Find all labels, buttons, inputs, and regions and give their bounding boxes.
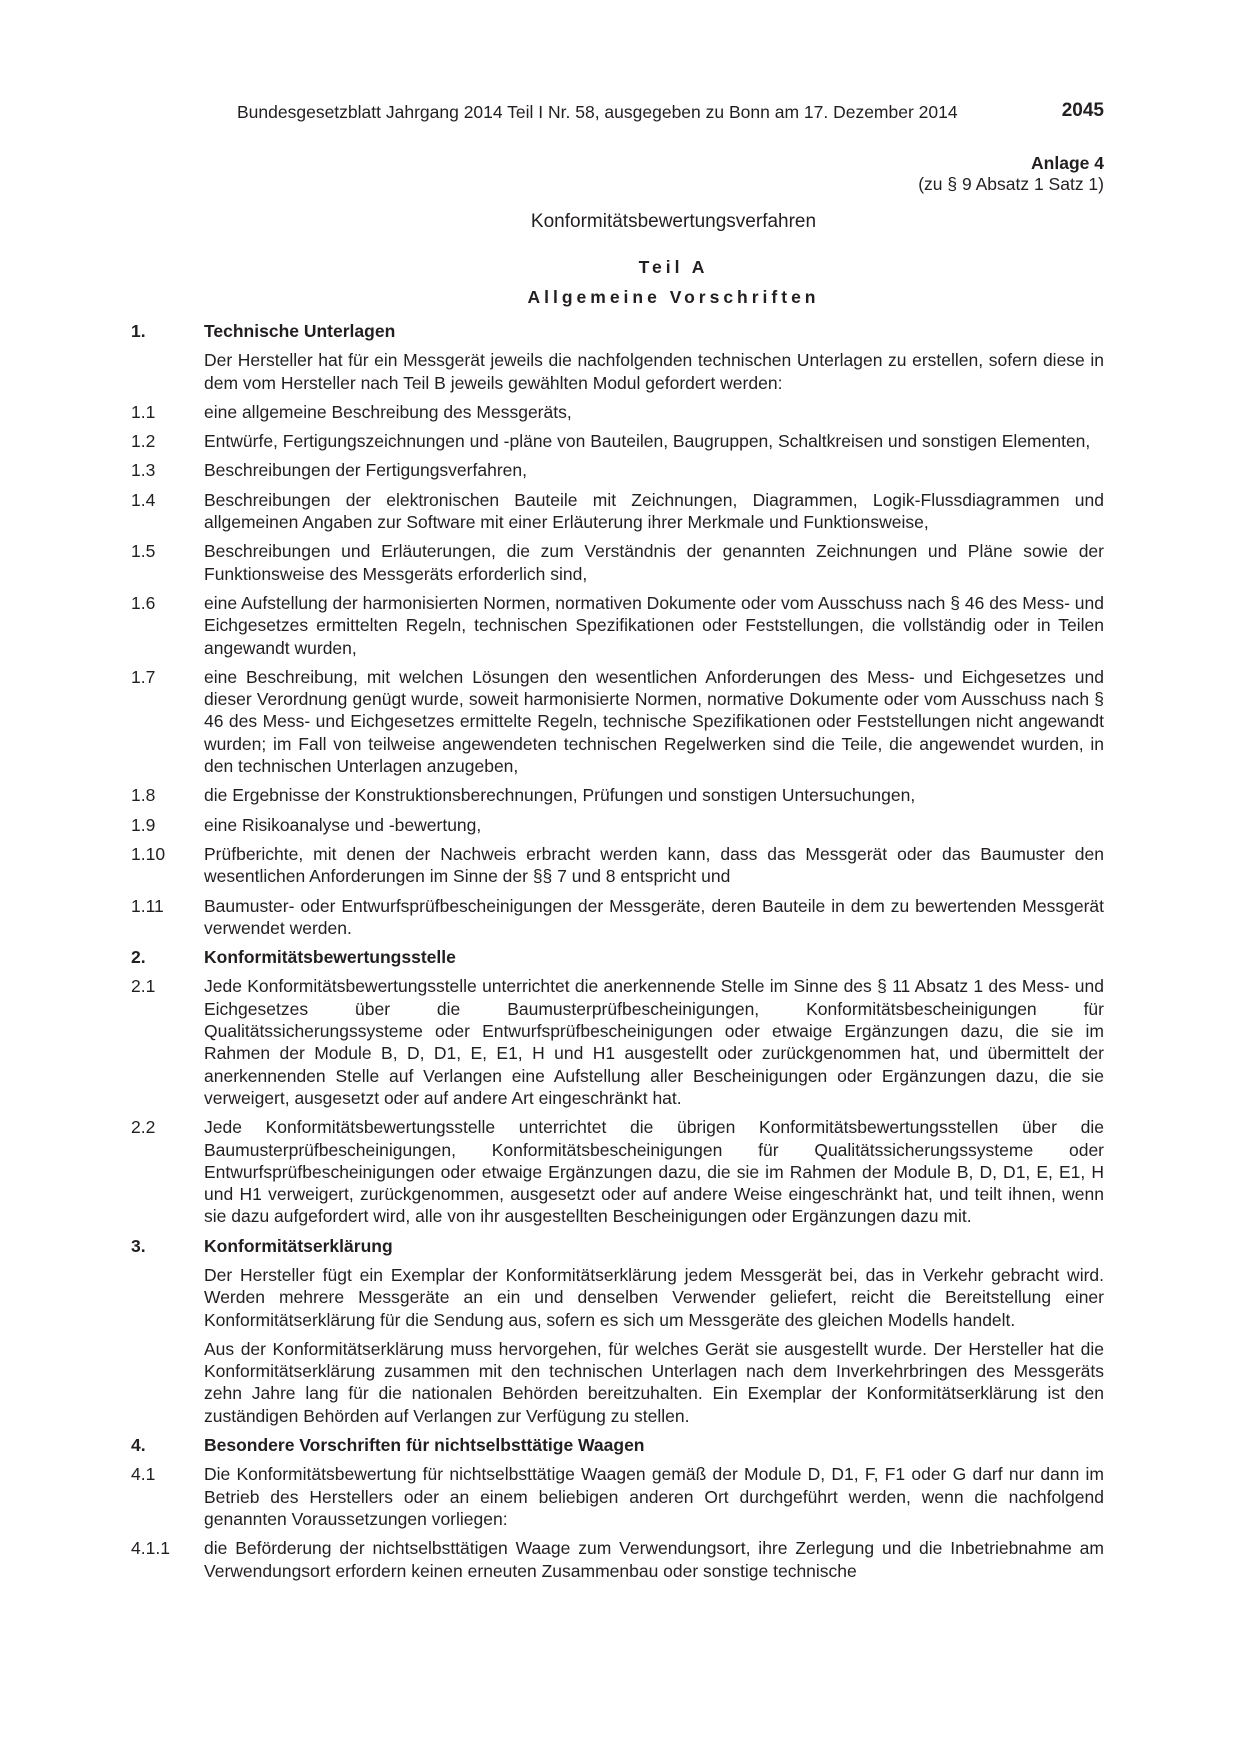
item-text: eine Aufstellung der harmonisierten Normen, normativen Dokumente oder vom Ausschuss nach § 46 des Mess- und Eichgesetzes ermittelten Regeln, technischen Spezifikationen oder Feststellungen, die vollständig oder in Teilen angewandt wurden, — [204, 592, 1104, 658]
item-number: 4.1.1 — [131, 1538, 170, 1559]
item-number: 4.1 — [131, 1464, 156, 1485]
list-item — [131, 784, 1104, 806]
section-4 — [131, 1434, 1104, 1582]
list-item — [131, 430, 1104, 452]
item-text: Beschreibungen und Erläuterungen, die zum Verständnis der genannten Zeichnungen und Pläne sowie der Funktionsweise des Messgeräts erforderlich sind, — [204, 541, 1104, 584]
section-paragraph: Aus der Konformitätserklärung muss hervorgehen, für welches Gerät sie ausgestellt wurde. Der Hersteller hat die Konformitätserklärung zusammen mit den technischen Unterlagen nach dem Inverkehrbringen des Messgeräts zehn Jahre lang für die nationalen Behörden bereitzuhalten. Ein Exemplar der Konformitätserklärung ist den zuständigen Behörden auf Verlangen zur Verfügung zu stellen. — [204, 1338, 1104, 1426]
list-item — [131, 592, 1104, 659]
list-item — [131, 1537, 1104, 1582]
item-number: 1.5 — [131, 541, 156, 562]
item-text: Jede Konformitätsbewertungsstelle unterrichtet die übrigen Konformitätsbewertungsstellen über die Baumusterprüfbescheinigungen, Konformitätsbescheinigungen für Qualitätssicherungssysteme oder Entwurfsprüfbescheinigungen oder etwaige Ergänzungen dazu, die sie im Rahmen der Module B, D, D1, E, E1, H und H1 verweigert, zurückgenommen, ausgesetzt oder auf andere Weise eingeschränkt hat, und teilt ihnen, wenn sie dazu aufgefordert wird, alle von ihr ausgestellten Bescheinigungen oder Ergänzungen dazu mit. — [204, 1117, 1104, 1227]
part-label: Teil A — [638, 257, 709, 277]
item-text: Jede Konformitätsbewertungsstelle unterrichtet die anerkennende Stelle im Sinne des § 11 Absatz 1 des Mess- und Eichgesetzes über die Baumusterprüfbescheinigungen, Konformitätsbescheinigungen für Qualitätssicherungssysteme oder Entwurfsprüfbescheinigungen oder etwaige Ergänzungen dazu, die sie im Rahmen der Module B, D, D1, E, E1, H und H1 ausgestellt oder zurückgenommen hat, und übermittelt der anerkennenden Stelle auf Verlangen eine Aufstellung aller Bescheinigungen oder Ergänzungen dazu, die sie verweigert, ausgesetzt oder auf andere Art eingeschränkt hat. — [204, 976, 1104, 1108]
section-1 — [131, 320, 1104, 939]
item-number: 1.7 — [131, 666, 156, 687]
section-paragraph: Der Hersteller fügt ein Exemplar der Konformitätserklärung jedem Messgerät bei, das in Verkehr gebracht wird. Werden mehrere Messgeräte an ein und denselben Verwender geliefert, reicht die Bereitstellung einer Konformitätserklärung für die Sendung aus, sofern es sich um Messgeräte des gleichen Modells handelt. — [204, 1264, 1104, 1330]
annex-reference: (zu § 9 Absatz 1 Satz 1) — [918, 174, 1104, 194]
item-text: Beschreibungen der elektronischen Bauteile mit Zeichnungen, Diagrammen, Logik-Flussdiagrammen und allgemeinen Angaben zur Software mit einer Erläuterung ihrer Merkmale und Funktionsweise, — [204, 489, 1104, 533]
section-3 — [131, 1235, 1104, 1427]
section-number: 4. — [131, 1435, 146, 1456]
list-item — [131, 1116, 1104, 1227]
list-item — [131, 401, 1104, 423]
section-number: 3. — [131, 1235, 146, 1256]
list-item — [131, 975, 1104, 1109]
list-item — [131, 814, 1104, 836]
part-subtitle: Allgemeine Vorschriften — [527, 287, 820, 307]
item-number: 1.4 — [131, 489, 156, 510]
running-title: Bundesgesetzblatt Jahrgang 2014 Teil I Nr. 58, ausgegeben zu Bonn am 17. Dezember 2014 — [237, 102, 958, 122]
item-text: Prüfberichte, mit denen der Nachweis erbracht werden kann, dass das Messgerät oder das Baumuster den wesentlichen Anforderungen im Sinne der §§ 7 und 8 entspricht und — [204, 843, 1104, 887]
item-text: Die Konformitätsbewertung für nichtselbsttätige Waagen gemäß der Module D, D1, F, F1 oder G darf nur dann im Betrieb des Herstellers oder an einem beliebigen anderen Ort durchgeführt werden, wenn die nachfolgend genannten Voraussetzungen vorliegen: — [204, 1464, 1104, 1529]
item-number: 1.3 — [131, 460, 156, 481]
list-item — [131, 459, 1104, 481]
item-number: 1.10 — [131, 843, 166, 864]
document-body — [131, 320, 1104, 1589]
item-text: Beschreibungen der Fertigungsverfahren, — [204, 460, 527, 481]
section-title: Technische Unterlagen — [204, 321, 396, 341]
section-number: 1. — [131, 321, 146, 341]
list-item — [131, 895, 1104, 940]
item-text: die Beförderung der nichtselbsttätigen Waage zum Verwendungsort, ihre Zerlegung und die Inbetriebnahme am Verwendungsort erfordern keinen erneuten Zusammenbau oder sonstige technische — [204, 1538, 1104, 1581]
section-heading — [131, 946, 1104, 968]
annex-reference-block — [918, 153, 1104, 195]
section-heading — [131, 1434, 1104, 1456]
section-title: Besondere Vorschriften für nichtselbsttätige Waagen — [204, 1435, 645, 1456]
running-header — [237, 100, 1104, 126]
list-item — [131, 540, 1104, 585]
item-number: 2.1 — [131, 976, 156, 997]
item-text: Entwürfe, Fertigungszeichnungen und -pläne von Bauteilen, Baugruppen, Schaltkreisen und sonstigen Elementen, — [204, 431, 1091, 452]
section-heading — [131, 320, 1104, 342]
item-text: die Ergebnisse der Konstruktionsberechnungen, Prüfungen und sonstigen Untersuchungen, — [204, 785, 916, 806]
item-number: 2.2 — [131, 1117, 156, 1138]
section-number: 2. — [131, 947, 146, 968]
item-number: 1.11 — [131, 895, 164, 916]
section-2 — [131, 946, 1104, 1228]
item-text: eine allgemeine Beschreibung des Messgeräts, — [204, 401, 572, 422]
section-heading — [131, 1235, 1104, 1257]
list-item — [131, 843, 1104, 888]
section-title: Konformitätserklärung — [204, 1235, 393, 1256]
item-number: 1.2 — [131, 431, 156, 452]
document-title: Konformitätsbewertungsverfahren — [530, 211, 817, 232]
list-item — [131, 666, 1104, 777]
item-number: 1.9 — [131, 814, 156, 835]
page-number: 2045 — [1061, 100, 1104, 121]
item-text: eine Beschreibung, mit welchen Lösungen den wesentlichen Anforderungen des Mess- und Eichgesetzes und dieser Verordnung genügt wurde, soweit harmonisierte Normen, normative Dokumente oder vom Ausschuss nach § 46 des Mess- und Eichgesetzes ermittelte Regeln, technische Spezifikationen oder Feststellungen nicht angewandt wurden; im Fall von teilweise angewendeten technischen Regelwerken sind die Teile, die angewendet wurden, in den technischen Unterlagen anzugeben, — [204, 666, 1104, 777]
item-number: 1.1 — [131, 401, 156, 422]
annex-label: Anlage 4 — [1031, 153, 1104, 173]
list-item — [131, 1463, 1104, 1530]
section-paragraph: Der Hersteller hat für ein Messgerät jeweils die nachfolgenden technischen Unterlagen zu erstellen, sofern diese in dem vom Hersteller nach Teil B jeweils gewählten Modul gefordert werden: — [204, 350, 1104, 393]
item-text: Baumuster- oder Entwurfsprüfbescheinigungen der Messgeräte, deren Bauteile in dem zu bewertenden Messgerät verwendet werden. — [204, 895, 1104, 938]
item-text: eine Risikoanalyse und -bewertung, — [204, 814, 482, 835]
list-item — [131, 489, 1104, 534]
item-number: 1.6 — [131, 592, 156, 613]
section-title: Konformitätsbewertungsstelle — [204, 947, 456, 968]
item-number: 1.8 — [131, 785, 156, 806]
